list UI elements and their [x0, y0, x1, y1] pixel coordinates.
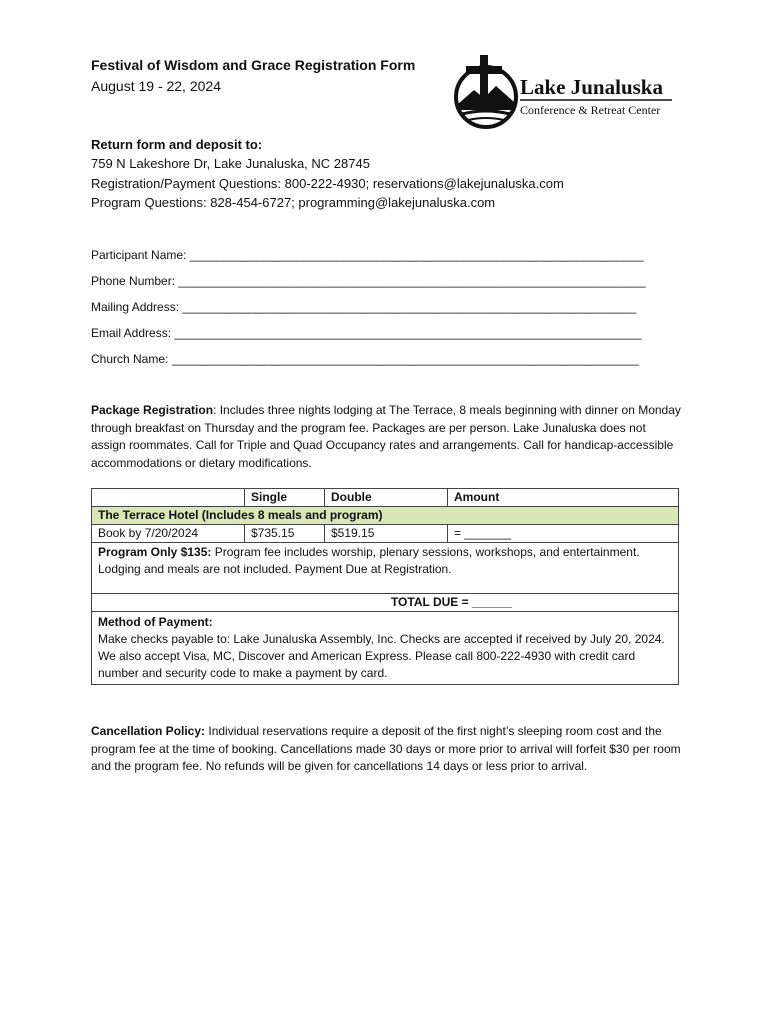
email-address-field[interactable]: Email Address: ______________________________________________________________________ [91, 326, 642, 340]
phone-number-field[interactable]: Phone Number: ______________________________________________________________________ [91, 274, 646, 288]
svg-text:Conference & Retreat Center: Conference & Retreat Center [520, 103, 661, 117]
table-header-row [92, 489, 679, 507]
single-price-cell: $735.15 [245, 525, 325, 543]
program-questions: Program Questions: 828-454-6727; programming@lakejunaluska.com [91, 195, 496, 210]
program-only-cell [92, 543, 679, 594]
header-single: Single [245, 489, 325, 507]
payment-text: Make checks payable to: Lake Junaluska Assembly, Inc. Checks are accepted if received by July 20, 2024. We also accept Visa, MC, Discover and American Express. Please call 800-222-4930 with credit card number and security code to make a payment by card. [98, 632, 665, 680]
book-row [92, 525, 679, 543]
registration-table [91, 488, 679, 685]
payment-label: Method of Payment: [98, 615, 213, 629]
participant-name-field[interactable]: Participant Name: ____________________________________________________________________ [91, 248, 644, 262]
header-cell [92, 489, 245, 507]
event-dates: August 19 - 22, 2024 [91, 78, 221, 94]
package-label: Package Registration [91, 403, 214, 417]
program-only-row [92, 543, 679, 594]
svg-text:Lake Junaluska: Lake Junaluska [520, 75, 663, 99]
payment-cell [92, 612, 679, 685]
header-amount: Amount [448, 489, 679, 507]
return-heading: Return form and deposit to: [91, 137, 263, 152]
total-row [92, 594, 679, 612]
hotel-row-label: The Terrace Hotel (Includes 8 meals and program) [92, 507, 679, 525]
lake-junaluska-logo [452, 52, 677, 134]
amount-blank-cell[interactable]: = _______ [448, 525, 679, 543]
program-only-label: Program Only $135: [98, 545, 212, 559]
header-double: Double [325, 489, 448, 507]
payment-row [92, 612, 679, 685]
mailing-address-field[interactable]: Mailing Address: ____________________________________________________________________ [91, 300, 637, 314]
cancellation-label: Cancellation Policy: [91, 724, 206, 738]
double-price-cell: $519.15 [325, 525, 448, 543]
package-description: : Includes three nights lodging at The Terrace, 8 meals beginning with dinner on Monday through breakfast on Thursday and the program fee. Packages are per person. Lake Junaluska does not assign roommates. Call for Triple and Quad Occupancy rates and arrangements. Call for handicap-accessible accommodations or dietary modifications. [91, 403, 681, 470]
cancellation-text: Individual reservations require a deposit of the first night’s sleeping room cost and the program fee at the time of booking. Cancellations made 30 days or more prior to arrival will forfeit $30 per room and the program fee. No refunds will be given for cancellations 14 days or less prior to arrival. [91, 724, 681, 773]
return-address: 759 N Lakeshore Dr, Lake Junaluska, NC 28745 [91, 156, 370, 171]
registration-questions: Registration/Payment Questions: 800-222-4930; reservations@lakejunaluska.com [91, 176, 564, 191]
package-registration-text [91, 402, 681, 472]
total-due-cell[interactable]: TOTAL DUE = ______ [92, 594, 679, 612]
cancellation-policy [91, 723, 681, 776]
form-title: Festival of Wisdom and Grace Registration Form [91, 57, 416, 73]
program-only-text: Program fee includes worship, plenary sessions, workshops, and entertainment. Lodging and meals are not included. Payment Due at Registration. [98, 545, 640, 576]
hotel-row [92, 507, 679, 525]
church-name-field[interactable]: Church Name: ______________________________________________________________________ [91, 352, 639, 366]
book-by-cell: Book by 7/20/2024 [92, 525, 245, 543]
